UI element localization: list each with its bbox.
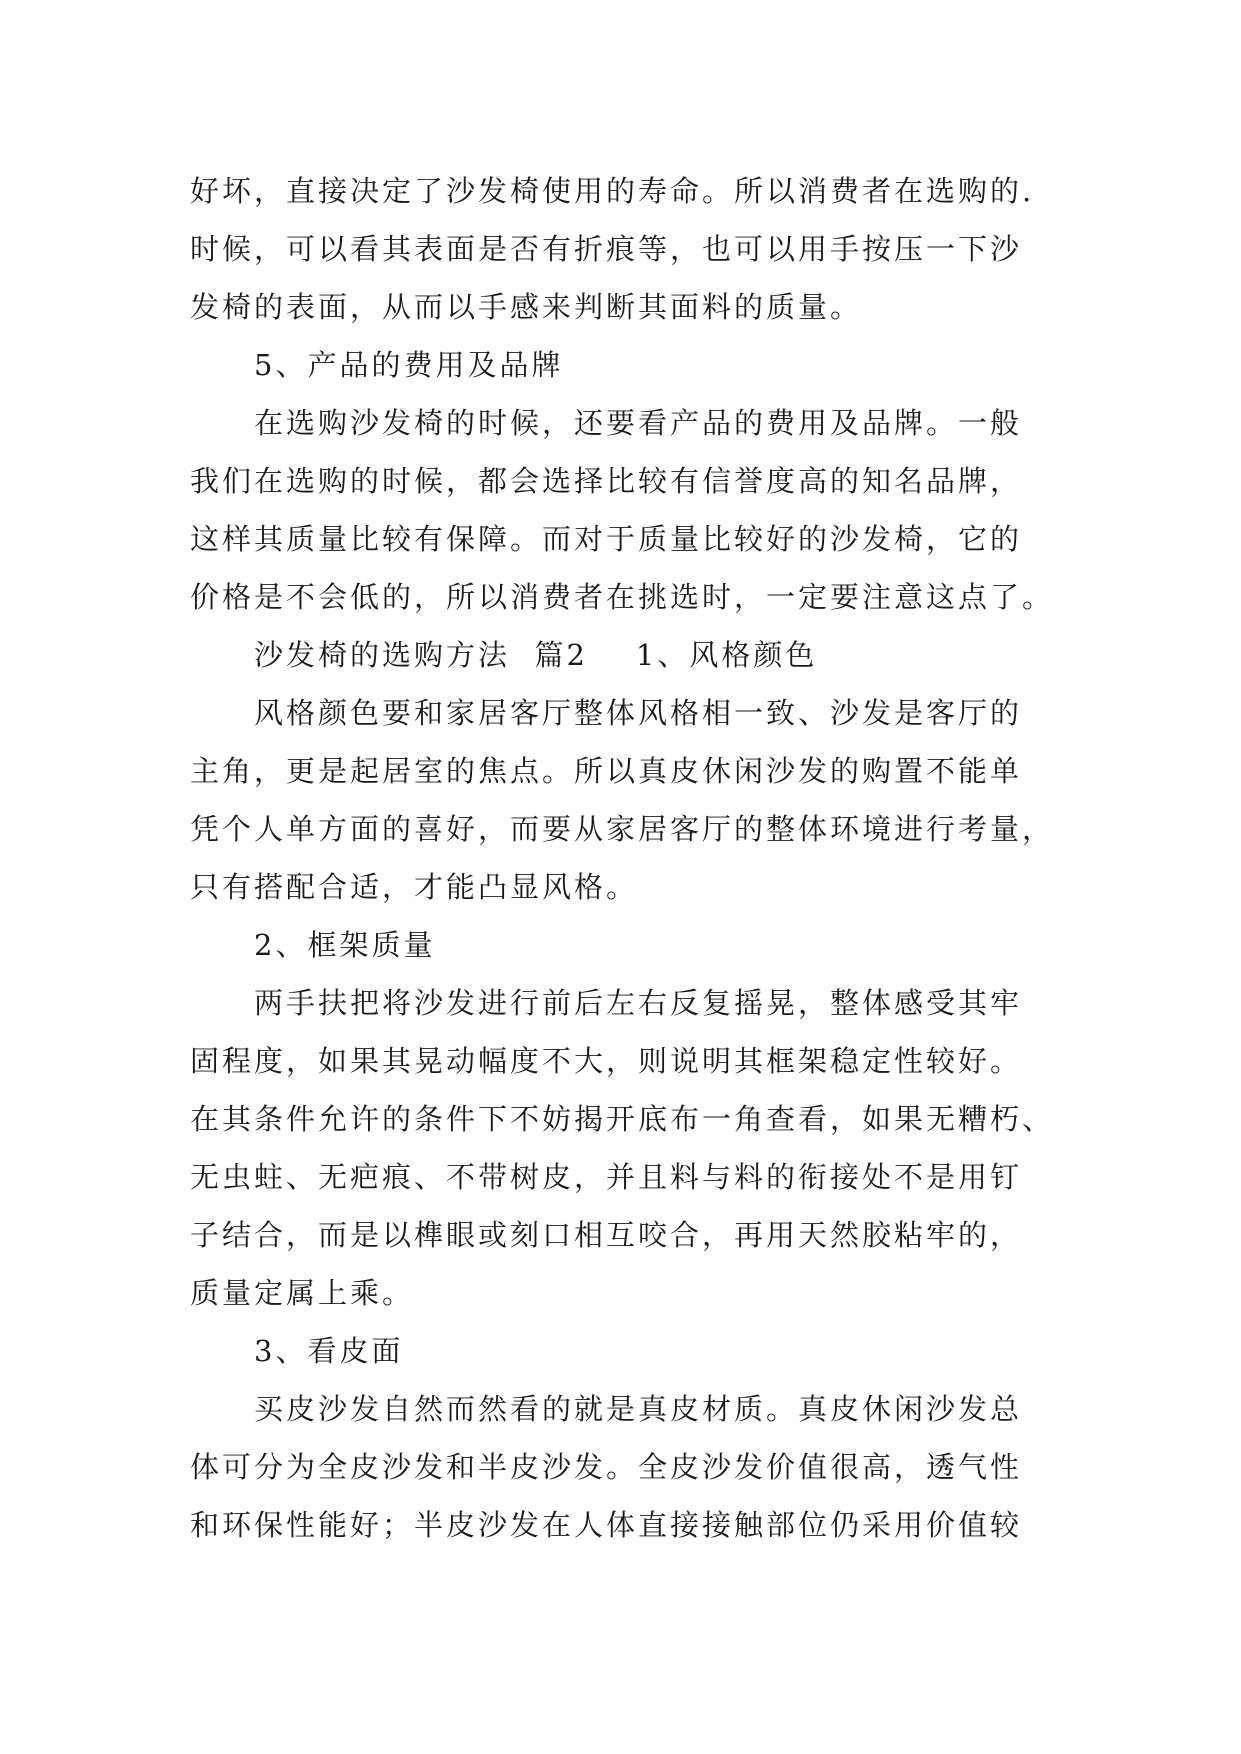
section-heading-3: 3、看皮面 xyxy=(254,1334,404,1368)
paragraph-line: 和环保性能好；半皮沙发在人体直接接触部位仍采用价值较 xyxy=(190,1508,1023,1542)
paragraph-line: 价格是不会低的，所以消费者在挑选时，一定要注意这点了。 xyxy=(190,580,1055,614)
section-heading-2: 2、框架质量 xyxy=(254,928,436,962)
paragraph-line: 在其条件允许的条件下不妨揭开底布一角查看，如果无糟朽、 xyxy=(190,1102,1055,1136)
paragraph-line: 固程度，如果其晃动幅度不大，则说明其框架稳定性较好。 xyxy=(190,1044,1023,1078)
paragraph-line: 体可分为全皮沙发和半皮沙发。全皮沙发价值很高，透气性 xyxy=(190,1450,1023,1484)
paragraph-line: 只有搭配合适，才能凸显风格。 xyxy=(190,870,639,904)
paragraph-line: 这样其质量比较有保障。而对于质量比较好的沙发椅，它的 xyxy=(190,522,1023,556)
paragraph-line: 在选购沙发椅的时候，还要看产品的费用及品牌。一般 xyxy=(254,406,1023,440)
article-part-label: 篇2 xyxy=(534,638,588,672)
article-title-line xyxy=(190,626,1050,684)
paragraph-line: 无虫蛀、无疤痕、不带树皮，并且料与料的衔接处不是用钉 xyxy=(190,1160,1023,1194)
paragraph-line: 主角，更是起居室的焦点。所以真皮休闲沙发的购置不能单 xyxy=(190,754,1023,788)
paragraph-line: 子结合，而是以榫眼或刻口相互咬合，再用天然胶粘牢的， xyxy=(190,1218,1023,1252)
paragraph-line: 凭个人单方面的喜好，而要从家居客厅的整体环境进行考量， xyxy=(190,812,1055,846)
section-heading-5: 5、产品的费用及品牌 xyxy=(254,348,564,382)
section-heading-1: 1、风格颜色 xyxy=(635,638,818,672)
paragraph-line: 好坏，直接决定了沙发椅使用的寿命。所以消费者在选购的. xyxy=(190,174,1035,208)
paragraph-line: 两手扶把将沙发进行前后左右反复摇晃，整体感受其牢 xyxy=(254,986,1023,1020)
paragraph-line: 买皮沙发自然而然看的就是真皮材质。真皮休闲沙发总 xyxy=(254,1392,1023,1426)
paragraph-line: 风格颜色要和家居客厅整体风格相一致、沙发是客厅的 xyxy=(254,696,1023,730)
paragraph-line: 时候，可以看其表面是否有折痕等，也可以用手按压一下沙 xyxy=(190,232,1023,266)
document-body xyxy=(190,162,1055,1554)
paragraph-line: 我们在选购的时候，都会选择比较有信誉度高的知名品牌， xyxy=(190,464,1023,498)
article-title: 沙发椅的选购方法 xyxy=(254,638,511,672)
paragraph-line: 质量定属上乘。 xyxy=(190,1276,415,1310)
paragraph-line: 发椅的表面，从而以手感来判断其面料的质量。 xyxy=(190,290,863,324)
